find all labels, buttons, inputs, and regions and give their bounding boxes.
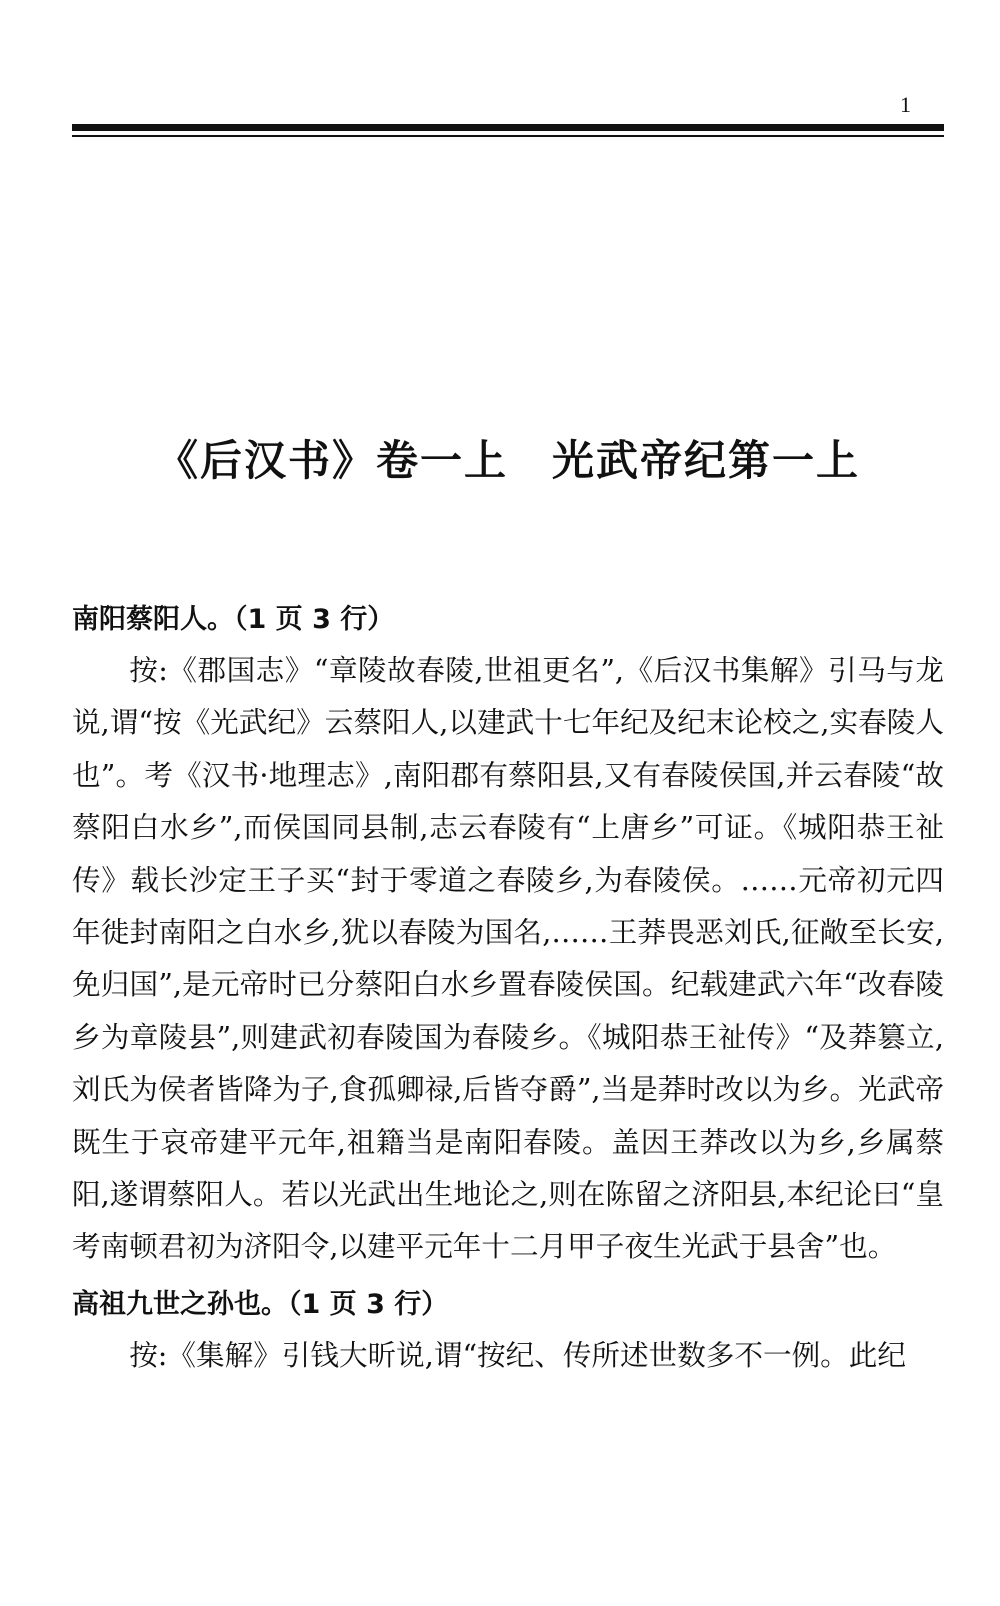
body-text — [72, 600, 944, 1381]
header-rule-thin — [72, 135, 944, 137]
watermark — [0, 1118, 36, 1358]
entry-heading-text: 高祖九世之孙也。 — [72, 1288, 288, 1320]
entry-reference: （1 页 3 行） — [234, 604, 395, 635]
header-rule — [72, 124, 944, 131]
entry-heading — [72, 600, 944, 640]
entry-heading-text: 南阳蔡阳人。 — [72, 604, 234, 635]
entry — [72, 1285, 944, 1381]
entry-heading — [72, 1285, 944, 1325]
chapter-title: 《后汉书》卷一上 光武帝纪第一上 — [155, 436, 860, 485]
entry-paragraph: 按:《集解》引钱大昕说,谓“按纪、传所述世数多不一例。此纪 — [129, 1337, 906, 1372]
page-number: 1 — [900, 92, 911, 117]
entry-paragraph: 按:《郡国志》“章陵故春陵,世祖更名”,《后汉书集解》引马与龙说,谓“按《光武纪》云蔡阳人,以建武十七年纪及纪末论校之,实春陵人也”。考《汉书·地理志》,南阳郡有蔡阳县,又有春陵侯国,并云春陵“故蔡阳白水乡”,而侯国同县制,志云春陵有“上唐乡”可证。《城阳恭王祉传》载长沙定王子买“封于零道之春陵乡,为春陵侯。……元帝初元四年徙封南阳之白水乡,犹以春陵为国名,……王莽畏恶刘氏,征敞至长安,免归国”,是元帝时已分蔡阳白水乡置春陵侯国。纪载建武六年“改春陵乡为章陵县”,则建武初春陵国为春陵乡。《城阳恭王祉传》“及莽篡立,刘氏为侯者皆降为子,食孤卿禄,后皆夺爵”,当是莽时改以为乡。光武帝既生于哀帝建平元年,祖籍当是南阳春陵。盖因王莽改以为乡,乡属蔡阳,遂谓蔡阳人。若以光武出生地论之,则在陈留之济阳县,本纪论曰“皇考南顿君初为济阳令,以建平元年十二月甲子夜生光武于县舍”也。 — [72, 653, 944, 1264]
entry — [72, 600, 944, 1273]
entry-reference: （1 页 3 行） — [288, 1288, 449, 1320]
